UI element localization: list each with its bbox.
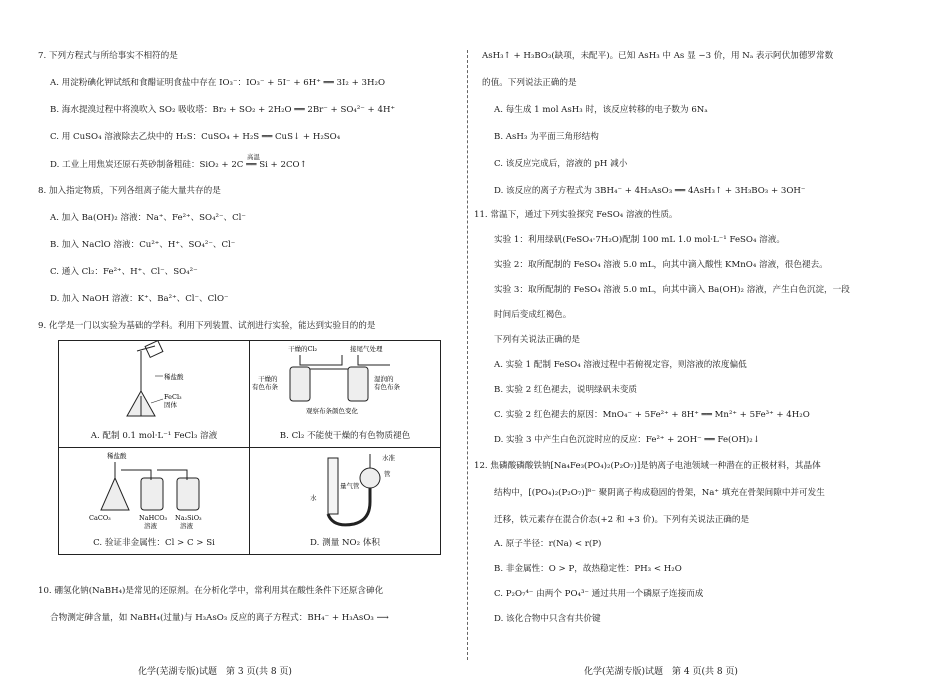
q7-option-c: C. 用 CuSO₄ 溶液除去乙炔中的 H₂S：CuSO₄ + H₂S ══ CuS↓ + H₂SO₄ xyxy=(50,132,341,142)
q12-line-3: 迁移，铁元素存在混合价态(+2 和 +3 价)。下列有关说法正确的是 xyxy=(494,515,750,525)
fig-c-drawing xyxy=(59,448,249,532)
q10-cont-line-2: 的值。下列说法正确的是 xyxy=(482,78,577,88)
q11-option-d: D. 实验 3 中产生白色沉淀时应的反应：Fe²⁺ + 2OH⁻ ══ Fe(OH)₂↓ xyxy=(494,435,760,445)
q10-line-1: 10. 硼氢化钠(NaBH₄)是常见的还原剂。在分析化学中，常利用其在酸性条件下还原含砷化 xyxy=(38,586,384,596)
fig-c-apparatus xyxy=(59,448,249,532)
fig-a-caption: A. 配制 0.1 mol·L⁻¹ FeCl₃ 溶液 xyxy=(90,431,218,441)
fig-d-label-water: 水 xyxy=(310,494,317,502)
q11-ask: 下列有关说法正确的是 xyxy=(494,335,580,345)
fig-b-label-dry: 干燥的 xyxy=(258,375,278,383)
fig-b-label-tail: 接尾气处理 xyxy=(350,345,383,353)
q12-option-c: C. P₂O₇⁴⁻ 由两个 PO₄³⁻ 通过共用一个磷原子连接而成 xyxy=(494,589,704,599)
q10-option-a: A. 每生成 1 mol AsH₃ 时，该反应转移的电子数为 6Nₐ xyxy=(494,105,708,115)
q7-stem: 7. 下列方程式与所给事实不相符的是 xyxy=(38,51,178,61)
q8-option-a: A. 加入 Ba(OH)₂ 溶液：Na⁺、Fe²⁺、SO₄²⁻、Cl⁻ xyxy=(50,213,246,223)
q12-line-2: 结构中，[(PO₄)₂(P₂O₇)]⁸⁻ 聚阴离子构成稳固的骨架，Na⁺ 填充在骨架间隙中并可发生 xyxy=(494,488,825,498)
q9-stem: 9. 化学是一门以实验为基础的学科。利用下列装置、试剂进行实验，能达到实验目的的是 xyxy=(38,321,376,331)
q12-option-a: A. 原子半径：r(Na) < r(P) xyxy=(494,539,602,549)
fig-c-caption: C. 验证非金属性：Cl > C > Si xyxy=(93,538,215,548)
q10-option-c: C. 该反应完成后，溶液的 pH 减小 xyxy=(494,159,628,169)
fig-a-drawing xyxy=(59,341,249,425)
q10-option-b: B. AsH₃ 为平面三角形结构 xyxy=(494,132,599,142)
q8-option-d: D. 加入 NaOH 溶液：K⁺、Ba²⁺、Cl⁻、ClO⁻ xyxy=(50,294,229,304)
q12-option-b: B. 非金属性：O > P，故热稳定性：PH₃ < H₂O xyxy=(494,564,682,574)
fig-b-label-in: 干燥的Cl₂ xyxy=(288,345,318,353)
q12-line-1: 12. 焦磷酸磷酸铁钠[Na₄Fe₃(PO₄)₂(P₂O₇)]是钠离子电池领域一种潜在的正极材料，其晶体 xyxy=(474,461,821,471)
fig-a-apparatus xyxy=(59,341,249,425)
fig-d-caption: D. 测量 NO₂ 体积 xyxy=(310,538,380,548)
fig-d-label-gas: 量气管 xyxy=(340,482,360,490)
fig-c-label-nahco3: NaHCO₃ xyxy=(139,514,168,522)
q7-option-a: A. 用淀粉碘化钾试纸和食醋证明食盐中存在 IO₃⁻：IO₃⁻ + 5I⁻ + 6H⁺ ══ 3I₂ + 3H₂O xyxy=(50,78,385,88)
q11-experiment-1: 实验 1：利用绿矾(FeSO₄·7H₂O)配制 100 mL 1.0 mol·L⁻¹ FeSO₄ 溶液。 xyxy=(494,235,785,245)
fig-d-apparatus xyxy=(250,448,440,532)
q11-experiment-3b: 时间后变成红褐色。 xyxy=(494,310,572,320)
fig-c-label-sol1: 溶液 xyxy=(144,522,157,530)
column-divider xyxy=(467,50,468,660)
fig-d-label-level2: 管 xyxy=(384,470,391,478)
q8-option-b: B. 加入 NaClO 溶液：Cu²⁺、H⁺、SO₄²⁻、Cl⁻ xyxy=(50,240,236,250)
page-footer-left: 化学(芜湖专版)试题 第 3 页(共 8 页) xyxy=(138,667,292,677)
fig-b-caption: B. Cl₂ 不能使干燥的有色物质褪色 xyxy=(279,431,411,441)
fig-a-label-acid: 稀盐酸 xyxy=(164,373,184,381)
q10-line-2: 合物测定砷含量，如 NaBH₄(过量)与 H₃AsO₃ 反应的离子方程式：BH₄⁻ + H₃AsO₃ ⟶ xyxy=(50,613,389,623)
q12-option-d: D. 该化合物中只含有共价键 xyxy=(494,614,601,624)
q10-cont-line-1: AsH₃↑ + H₃BO₃(缺项，未配平)。已知 AsH₃ 中 As 显 −3 价，用 Nₐ 表示阿伏加德罗常数 xyxy=(482,51,834,61)
fig-b-label-dry2: 有色布条 xyxy=(252,383,278,391)
q11-stem: 11. 常温下，通过下列实验探究 FeSO₄ 溶液的性质。 xyxy=(474,210,678,220)
q8-stem: 8. 加入指定物质，下列各组离子能大量共存的是 xyxy=(38,186,221,196)
fig-b-apparatus xyxy=(250,341,440,425)
fig-d-drawing xyxy=(250,448,440,532)
fig-b-drawing xyxy=(250,341,440,425)
q10-option-d: D. 该反应的离子方程式为 3BH₄⁻ + 4H₃AsO₃ ══ 4AsH₃↑ + 3H₃BO₃ + 3OH⁻ xyxy=(494,186,806,196)
q7-option-d: D. 工业上用焦炭还原石英砂制备粗硅：SiO₂ + 2C ══ Si + 2CO↑ xyxy=(50,160,307,170)
fig-b-label-observe: 观察布条颜色变化 xyxy=(306,407,358,415)
fig-b-label-wet: 湿润的 xyxy=(374,375,394,383)
q11-option-b: B. 实验 2 红色褪去，说明绿矾未变质 xyxy=(494,385,638,395)
fig-d-label-level: 水准 xyxy=(382,454,395,462)
fig-b-label-wet2: 有色布条 xyxy=(374,383,400,391)
q11-experiment-3a: 实验 3：取所配制的 FeSO₄ 溶液 5.0 mL，向其中滴入 Ba(OH)₂ 溶液，产生白色沉淀，一段 xyxy=(494,285,850,295)
page-footer-right: 化学(芜湖专版)试题 第 4 页(共 8 页) xyxy=(584,667,738,677)
fig-c-label-na2sio3: Na₂SiO₃ xyxy=(175,514,202,522)
fig-c-label-acid: 稀盐酸 xyxy=(107,452,127,460)
q7-option-b: B. 海水提溴过程中将溴吹入 SO₂ 吸收塔：Br₂ + SO₂ + 2H₂O ══ 2Br⁻ + SO₄²⁻ + 4H⁺ xyxy=(50,105,395,115)
fig-a-label-fecl3: FeCl₃ xyxy=(164,393,182,401)
q11-option-a: A. 实验 1 配制 FeSO₄ 溶液过程中若俯视定容，则溶液的浓度偏低 xyxy=(494,360,747,370)
q7-condition-label: 高温 xyxy=(247,153,260,161)
q11-experiment-2: 实验 2：取所配制的 FeSO₄ 溶液 5.0 mL，向其中滴入酸性 KMnO₄ 溶液，很色褪去。 xyxy=(494,260,828,270)
fig-c-label-sol2: 溶液 xyxy=(180,522,193,530)
q11-option-c: C. 实验 2 红色褪去的原因：MnO₄⁻ + 5Fe²⁺ + 8H⁺ ══ Mn²⁺ + 5Fe³⁺ + 4H₂O xyxy=(494,410,810,420)
q9-apparatus-table xyxy=(58,340,441,555)
q8-option-c: C. 通入 Cl₂：Fe²⁺、H⁺、Cl⁻、SO₄²⁻ xyxy=(50,267,198,277)
fig-a-label-solid: 固体 xyxy=(164,401,177,409)
fig-c-label-caco3: CaCO₃ xyxy=(89,514,111,522)
